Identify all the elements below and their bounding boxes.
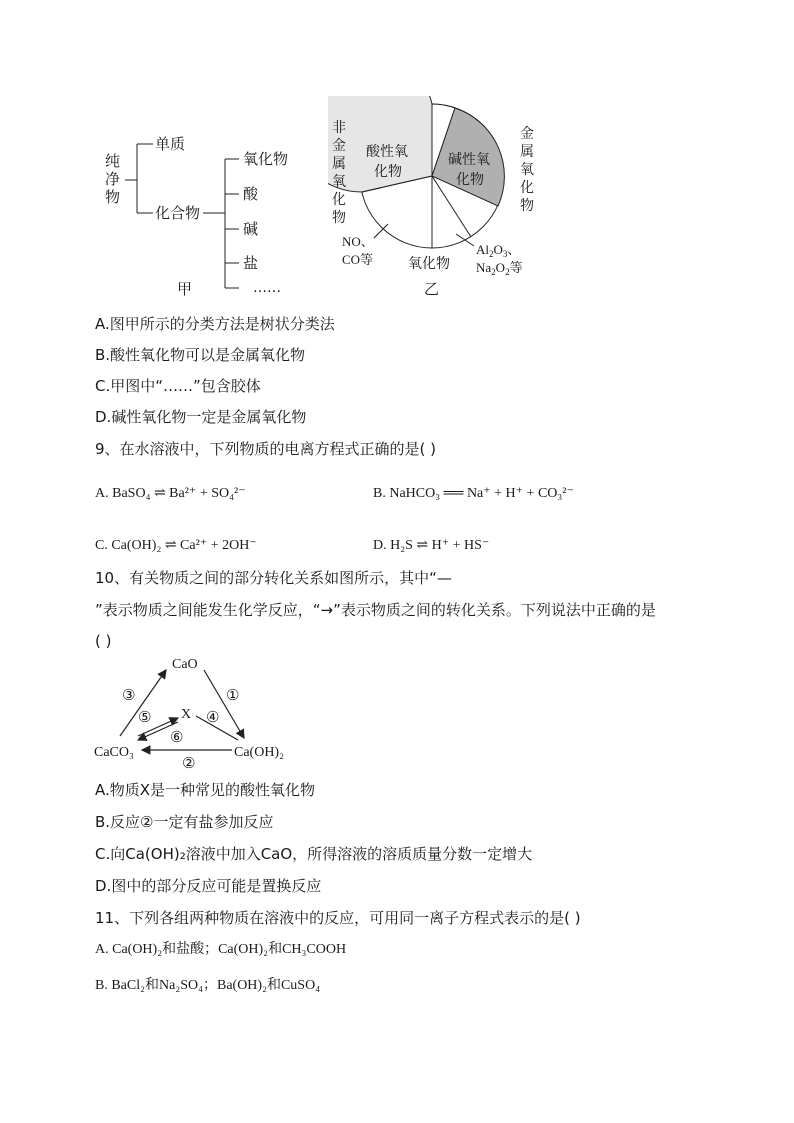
tree-level1-simple: 单质	[155, 135, 186, 153]
pie-acid-label-2: 化物	[374, 164, 402, 180]
pie-right-label-2: 属	[520, 144, 534, 160]
arrow-1	[204, 670, 244, 738]
q9-stem: 9、在水溶液中，下列物质的电离方程式正确的是( )	[95, 440, 437, 458]
figure-yi-pie	[328, 96, 548, 302]
q10-option-a: A.物质X是一种常见的酸性氧化物	[95, 781, 316, 799]
q9-option-d-label: D.	[373, 538, 387, 553]
q9-option-c	[95, 536, 257, 556]
pie-left-label-3: 属	[332, 156, 346, 172]
label-2: ②	[182, 754, 196, 772]
q9-option-d-eq: H₂S ⇌ H⁺ + HS⁻	[390, 538, 490, 553]
q8-option-a: A.图甲所示的分类方法是树状分类法	[95, 315, 335, 333]
label-6: ⑥	[170, 728, 184, 746]
tree-level2-base: 碱	[243, 220, 259, 238]
q10-option-c: C.向Ca(OH)₂溶液中加入CaO，所得溶液的溶质质量分数一定增大	[95, 845, 533, 863]
tree-level2-acid: 酸	[243, 185, 259, 203]
q11-stem: 11、下列各组两种物质在溶液中的反应，可用同一离子方程式表示的是( )	[95, 909, 581, 927]
q9-option-c-eq: Ca(OH)₂ ⇌ Ca²⁺ + 2OH⁻	[111, 538, 257, 553]
q9-option-b-label: B.	[373, 486, 386, 501]
label-4: ④	[206, 708, 220, 726]
q9-option-b	[373, 484, 574, 504]
tree-root-char-2: 净	[105, 170, 121, 188]
label-3: ③	[122, 686, 136, 704]
label-5: ⑤	[138, 708, 152, 726]
pie-basic-label-2: 化物	[456, 172, 484, 188]
q11-option-a: A. Ca(OH)₂和盐酸；Ca(OH)₂和CH₃COOH	[95, 942, 347, 957]
q10-stem-line3: ( )	[95, 632, 112, 650]
tree-level2-etc: ……	[253, 280, 281, 296]
figure-jia-caption: 甲	[177, 280, 193, 298]
q11-option-b: B. BaCl₂和Na₂SO₄；Ba(OH)₂和CuSO₄	[95, 978, 321, 993]
q8-option-b: B.酸性氧化物可以是金属氧化物	[95, 346, 306, 364]
pie-left-label-2: 金	[332, 138, 346, 154]
tree-level1-compound: 化合物	[155, 204, 201, 222]
q10-stem-line1: 10、有关物质之间的部分转化关系如图所示，其中“—	[95, 569, 452, 587]
pie-right-label-5: 物	[520, 198, 534, 214]
q8-option-c: C.甲图中“……”包含胶体	[95, 377, 261, 395]
pie-left-label-6: 物	[332, 210, 346, 226]
tree-root-char-3: 物	[105, 188, 121, 206]
tree-level2-salt: 盐	[243, 254, 259, 272]
q10-option-d: D.图中的部分反应可能是置换反应	[95, 877, 322, 895]
pie-acid-label-1: 酸性氧	[366, 144, 408, 160]
q9-option-c-label: C.	[95, 538, 108, 553]
diagram-cao: CaO	[172, 657, 198, 672]
q8-option-d: D.碱性氧化物一定是金属氧化物	[95, 408, 307, 426]
pie-no-co-1: NO、	[342, 234, 374, 249]
pie-left-label-4: 氧	[332, 174, 346, 190]
q9-option-a	[95, 484, 246, 504]
pie-bottom-label: 氧化物	[408, 256, 450, 272]
figure-yi-caption: 乙	[424, 280, 440, 298]
pie-no-co-2: CO等	[342, 252, 374, 267]
q9-option-d	[373, 536, 489, 556]
pie-right-label-4: 化	[520, 180, 534, 196]
q10-stem-line2: ”表示物质之间能发生化学反应，“→”表示物质之间的转化关系。下列说法中正确的是	[95, 601, 656, 619]
tree-root-char-1: 纯	[105, 152, 121, 170]
diagram-x: X	[181, 707, 192, 722]
pie-al-na-1: $Al_2O_3$、	[476, 242, 521, 259]
tree-level2-oxide: 氧化物	[243, 150, 289, 168]
diagram-caco3: CaCO₃	[94, 745, 134, 760]
pie-right-label-1: 金	[520, 126, 534, 142]
pie-left-label-1: 非	[332, 120, 346, 136]
q9-option-a-label: A.	[95, 486, 109, 501]
q9-option-b-eq: NaHCO₃ ══ Na⁺ + H⁺ + CO₃²⁻	[389, 486, 574, 501]
q9-option-a-eq: BaSO₄ ⇌ Ba²⁺ + SO₄²⁻	[112, 486, 246, 501]
pie-left-label-5: 化	[332, 192, 346, 208]
pie-al-na-2: $Na_2O_2$等	[476, 260, 523, 277]
q10-option-b: B.反应②一定有盐参加反应	[95, 813, 274, 831]
q10-diagram	[92, 652, 302, 772]
pie-basic-label-1: 碱性氧	[448, 152, 490, 168]
figure-jia-tree	[95, 128, 305, 300]
diagram-caoh2: Ca(OH)₂	[234, 745, 284, 760]
pie-right-label-3: 氧	[520, 162, 534, 178]
label-1: ①	[226, 686, 240, 704]
